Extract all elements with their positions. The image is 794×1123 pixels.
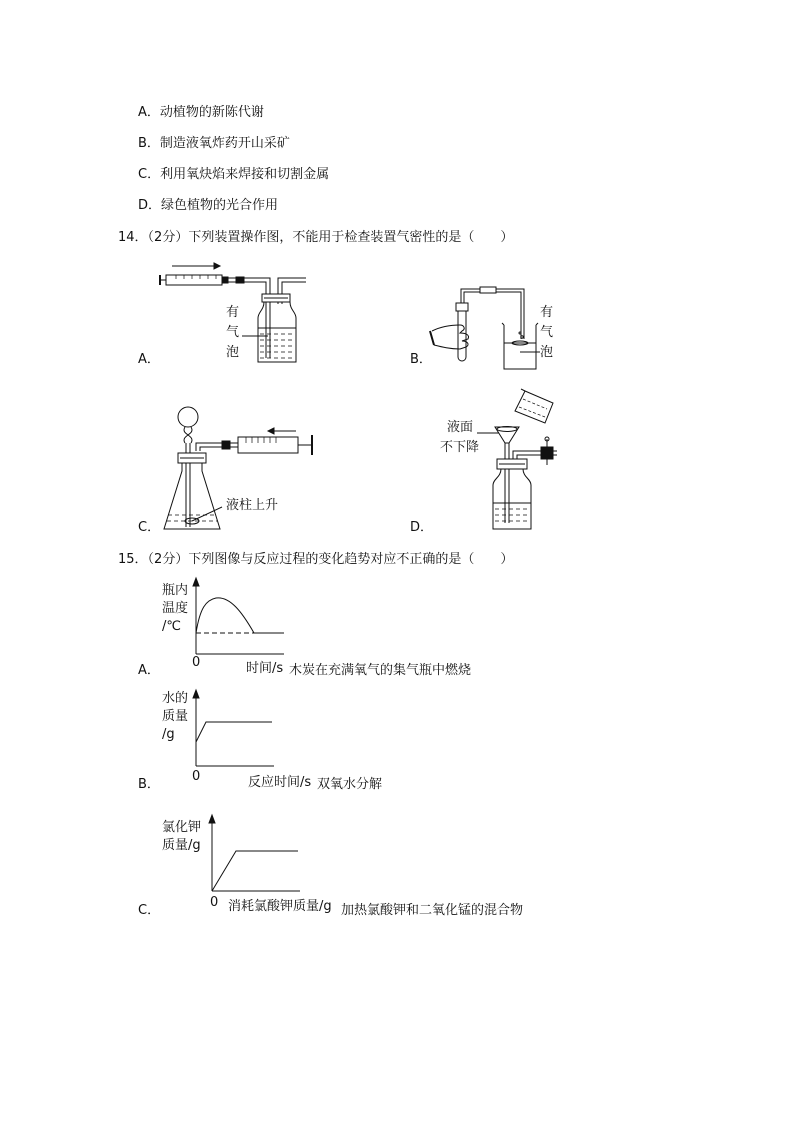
q14-a-label-3: 泡 — [226, 345, 240, 360]
q15-letter-a: A． — [138, 663, 160, 678]
q14-b-label-3: 泡 — [540, 345, 554, 360]
q14-b-label-2: 气 — [540, 325, 554, 340]
q13-option-a: A．动植物的新陈代谢 — [138, 105, 264, 120]
q15-a-ylabel-3: /℃ — [162, 619, 181, 634]
q15-a-ylabel-2: 温度 — [162, 601, 189, 616]
q15-b-ylabel-2: 质量 — [162, 709, 189, 724]
q15-c-origin: 0 — [210, 895, 219, 910]
q14-c-label: 液柱上升 — [226, 498, 279, 513]
q14-d-label-2: 不下降 — [440, 440, 480, 455]
q15-a-origin: 0 — [192, 655, 201, 670]
q15-b-caption: 双氧水分解 — [317, 777, 383, 792]
q15-a-xlabel: 时间/s — [246, 661, 284, 676]
q15-a-ylabel-1: 瓶内 — [162, 583, 189, 598]
q14-stem: 14．（2分）下列装置操作图，不能用于检查装置气密性的是（ ） — [118, 230, 514, 245]
q15-letter-b: B． — [138, 777, 160, 792]
q15-b-xlabel: 反应时间/s — [248, 775, 312, 790]
q13-option-c: C．利用氧炔焰来焊接和切割金属 — [138, 167, 330, 182]
q14-letter-c: C． — [138, 520, 161, 535]
q14-figure-c — [162, 405, 322, 535]
q15-letter-c: C． — [138, 903, 161, 918]
q15-graph-c — [206, 815, 306, 895]
q13-option-d: D．绿色植物的光合作用 — [138, 198, 279, 213]
q14-letter-a: A． — [138, 352, 160, 367]
q15-c-ylabel-1: 氯化钾 — [162, 820, 202, 835]
q15-b-origin: 0 — [192, 769, 201, 784]
q15-a-caption: 木炭在充满氧气的集气瓶中燃烧 — [289, 663, 472, 678]
q14-a-label-2: 气 — [226, 325, 240, 340]
q14-d-label-1: 液面 — [447, 420, 474, 435]
q14-b-pointer — [520, 350, 542, 354]
q15-graph-a — [190, 578, 290, 658]
q14-figure-b — [430, 275, 540, 370]
q14-b-label-1: 有 — [540, 305, 554, 320]
q14-letter-b: B． — [410, 352, 432, 367]
q15-b-ylabel-1: 水的 — [162, 691, 189, 706]
q15-c-ylabel-2: 质量/g — [162, 838, 201, 853]
q14-a-label-1: 有 — [226, 305, 240, 320]
q15-c-xlabel: 消耗氯酸钾质量/g — [228, 899, 332, 914]
q14-letter-d: D． — [410, 520, 434, 535]
q14-figure-d — [485, 385, 595, 533]
q15-b-ylabel-3: /g — [162, 727, 175, 742]
q13-option-b: B．制造液氧炸药开山采矿 — [138, 136, 290, 151]
q15-graph-b — [190, 690, 280, 770]
q15-stem: 15．（2分）下列图像与反应过程的变化趋势对应不正确的是（ ） — [118, 552, 514, 567]
q15-c-caption: 加热氯酸钾和二氧化锰的混合物 — [341, 903, 524, 918]
